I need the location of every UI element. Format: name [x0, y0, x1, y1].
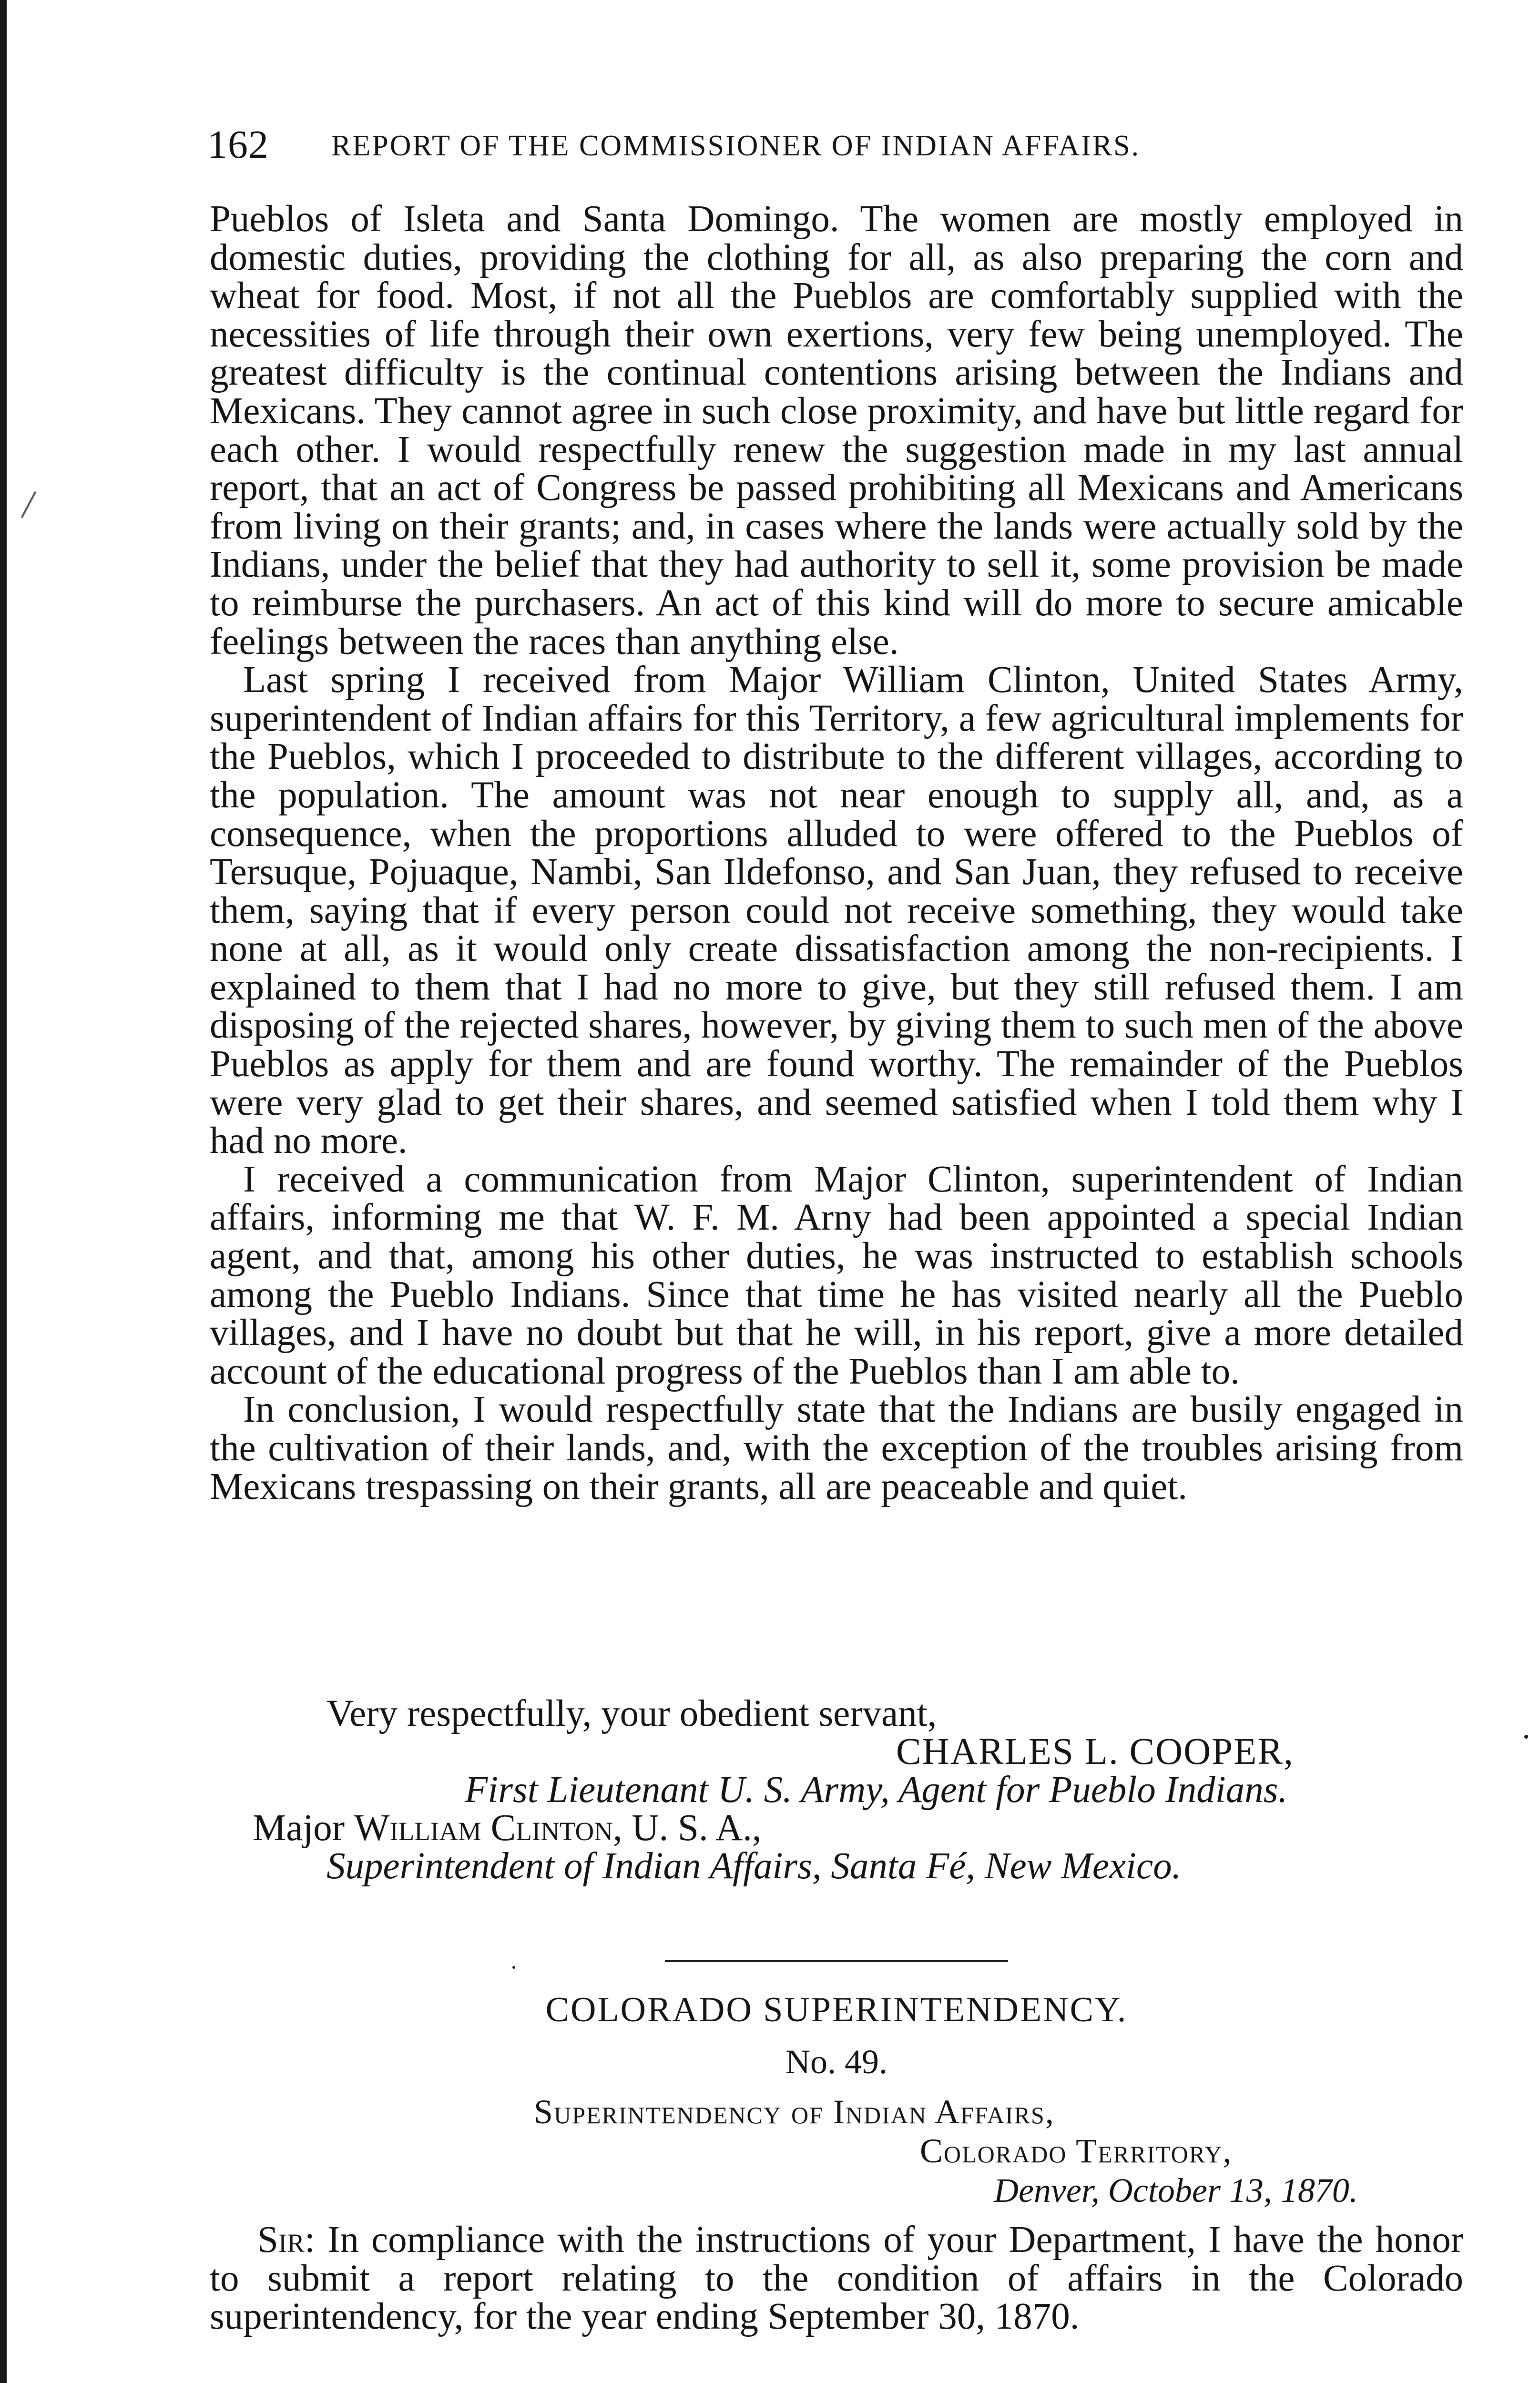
- closing-salutation: Very respectfully, your obedient servant,: [326, 1693, 937, 1734]
- scan-left-edge: [0, 0, 7, 2383]
- stray-ink-dot: [512, 1966, 515, 1969]
- salutation-word: Sir: [257, 2219, 305, 2261]
- addressee: [210, 1809, 1463, 1848]
- addressee-suffix: , U. S. A.,: [612, 1807, 762, 1849]
- page-number: 162: [207, 122, 269, 167]
- section-title: COLORADO SUPERINTENDENCY.: [545, 1990, 1128, 2029]
- document-number: No. 49.: [785, 2043, 887, 2081]
- place-date: Denver, October 13, 1870.: [994, 2171, 1358, 2210]
- opening-text: In compliance with the instructions of your Department, I have the honor to submit a report relating to the condition of affairs in the Colorado superintendency, for the year ending September 30, 1870.: [210, 2219, 1463, 2338]
- stray-ink-dot-margin: [1524, 1735, 1528, 1739]
- paragraph-4: In conclusion, I would respectfully state that the Indians are busily engaged in the cultivation of their lands, and, with the exception of the troubles arising from Mexicans trespassing on their grants, all are peaceable and quiet.: [210, 1389, 1463, 1507]
- running-head: [207, 122, 1342, 174]
- signer-title: First Lieutenant U. S. Army, Agent for Pueblo Indians.: [465, 1769, 1288, 1811]
- office-line-1: Superintendency of Indian Affairs,: [534, 2093, 1055, 2131]
- running-head-title: REPORT OF THE COMMISSIONER OF INDIAN AFFAIRS.: [331, 130, 1141, 162]
- opening-paragraph: [210, 2221, 1463, 2336]
- addressee-prefix: Major: [253, 1807, 354, 1849]
- section-divider: [665, 1960, 1008, 1962]
- body-text: [210, 200, 1463, 1506]
- paragraph-2: Last spring I received from Major William Clinton, United States Army, superintendent of Indian affairs for this Territory, a few agricultural implements for the Pueblos, which I proceeded to distribute to the different villages, according to the population. The amount was not near enough to supply all, and, as a consequence, when the proportions alluded to were offered to the Pueblos of Tersuque, Pojuaque, Nambi, San Ildefonso, and San Juan, they refused to receive them, saying that if every person could not receive something, they would take none at all, as it would only create dissatisfaction among the non-recipients. I explained to them that I had no more to give, but they still refused them. I am disposing of the rejected shares, however, by giving them to such men of the above Pueblos as apply for them and are found worthy. The remainder of the Pueblos were very glad to get their shares, and seemed satisfied when I told them why I had no more.: [210, 659, 1463, 1162]
- margin-pen-mark: [21, 491, 37, 519]
- salutation-punct: :: [304, 2219, 315, 2261]
- addressee-name: William Clinton: [354, 1807, 613, 1849]
- paragraph-3: I received a communication from Major Clinton, superintendent of Indian affairs, informing me that W. F. M. Arny had been appointed a special Indian agent, and that, among his other duties, he was instructed to establish schools among the Pueblo Indians. Since that time he has visited nearly all the Pueblo villages, and I have no doubt but that he will, in his report, give a more detailed account of the educational progress of the Pueblos than I am able to.: [210, 1158, 1463, 1392]
- office-line-2: Colorado Territory,: [920, 2132, 1233, 2170]
- signer-name: CHARLES L. COOPER,: [896, 1731, 1294, 1772]
- paragraph-1: Pueblos of Isleta and Santa Domingo. The women are mostly employed in domestic duties, providing the clothing for all, as also preparing the corn and wheat for food. Most, if not all the Pueblos are comfortably supplied with the necessities of life through their own exertions, very few being unemployed. The greatest difficulty is the continual contentions arising between the Indians and Mexicans. They cannot agree in such close proximity, and have but little regard for each other. I would respectfully renew the suggestion made in my last annual report, that an act of Congress be passed prohibiting all Mexicans and Americans from living on their grants; and, in cases where the lands were actually sold by the Indians, under the belief that they had authority to sell it, some provision be made to reimburse the purchasers. An act of this kind will do more to secure amicable feelings between the races than anything else.: [210, 198, 1463, 662]
- addressee-title: Superintendent of Indian Affairs, Santa Fé, New Mexico.: [326, 1845, 1182, 1887]
